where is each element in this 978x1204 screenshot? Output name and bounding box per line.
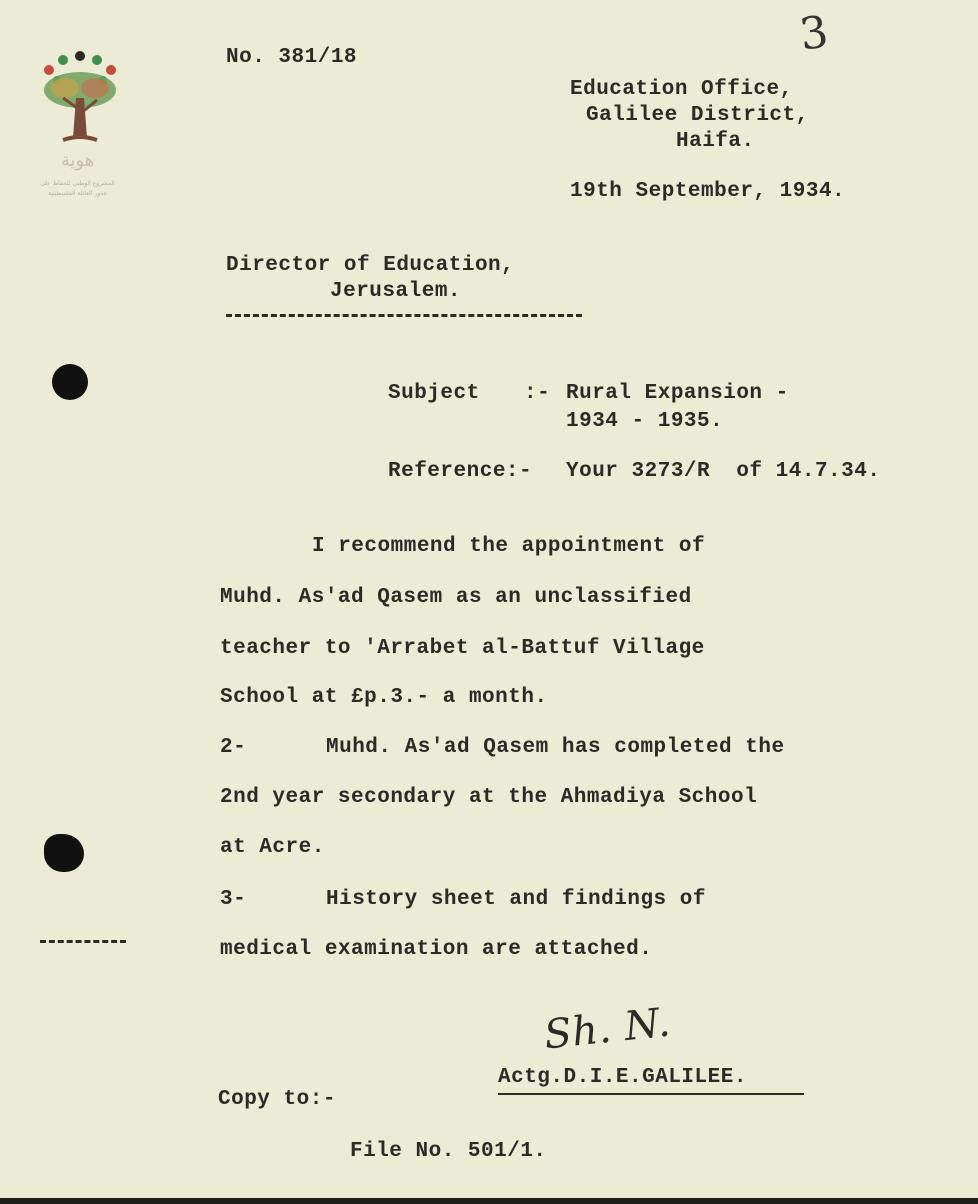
family-tree-icon	[35, 50, 125, 150]
letter-date: 19th September, 1934.	[570, 180, 846, 203]
paragraph-2-line-1: Muhd. As'ad Qasem has completed the	[326, 736, 785, 759]
logo-caption-ar: هوية	[60, 150, 95, 171]
signature-underline	[498, 1093, 804, 1095]
punch-hole-bottom	[44, 834, 84, 872]
subject-separator: :-	[524, 382, 551, 405]
punch-hole-top	[52, 364, 88, 400]
subject-line-2: 1934 - 1935.	[566, 410, 724, 433]
paragraph-1-line-4: School at £p.3.- a month.	[220, 686, 548, 709]
paragraph-1-line-3: teacher to 'Arrabet al-Battuf Village	[220, 637, 705, 660]
paragraph-3-number: 3-	[220, 888, 247, 911]
office-line-1: Education Office,	[570, 78, 793, 101]
copy-to-file: File No. 501/1.	[350, 1140, 547, 1163]
office-line-2: Galilee District,	[586, 104, 809, 127]
paragraph-2-line-2: 2nd year secondary at the Ahmadiya School	[220, 786, 758, 809]
sheet-edge	[0, 1198, 978, 1204]
paragraph-2-number: 2-	[220, 736, 247, 759]
addressee-line-1: Director of Education,	[226, 254, 515, 277]
logo	[30, 50, 130, 210]
paragraph-1-line-2: Muhd. As'ad Qasem as an unclassified	[220, 586, 692, 609]
addressee-underline	[226, 314, 582, 317]
logo-line1-ar: المشروع الوطني للحفاظ على	[40, 180, 115, 187]
paragraph-2-line-3: at Acre.	[220, 836, 325, 859]
reference-number: No. 381/18	[226, 46, 358, 69]
signature-title: Actg.D.I.E.GALILEE.	[498, 1066, 747, 1089]
office-line-3: Haifa.	[676, 130, 755, 153]
subject-line-1: Rural Expansion -	[566, 382, 789, 405]
paragraph-3-line-2: medical examination are attached.	[220, 938, 653, 961]
margin-dash-mark	[40, 940, 126, 943]
copy-to-label: Copy to:-	[218, 1088, 336, 1111]
reference-text: Your 3273/R of 14.7.34.	[566, 460, 881, 483]
paragraph-3-line-1: History sheet and findings of	[326, 888, 706, 911]
signature-initials: Sh. N.	[541, 999, 673, 1059]
addressee-line-2: Jerusalem.	[330, 280, 462, 303]
handwritten-page-number: 3	[796, 6, 832, 61]
subject-label: Subject	[388, 382, 480, 405]
paragraph-1-line-1: I recommend the appointment of	[312, 535, 706, 558]
reference-label: Reference:-	[388, 460, 533, 483]
logo-line2-ar: جذور العائلة الفلسطينية	[48, 190, 107, 197]
